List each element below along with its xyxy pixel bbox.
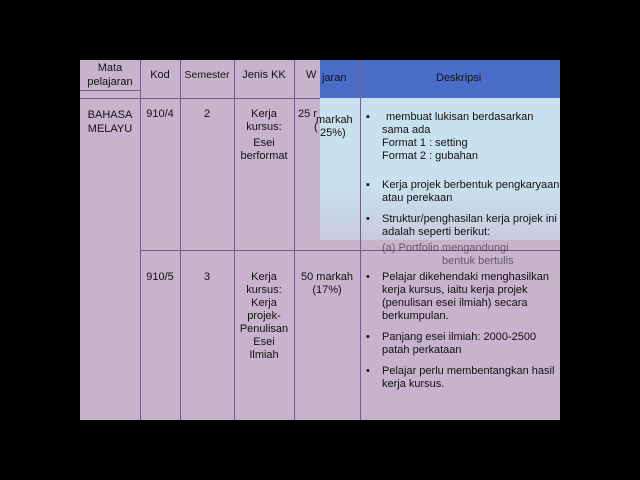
list-item: • Panjang esei ilmiah: 2000-2500 patah perkataan bbox=[366, 331, 537, 356]
wajaran-fragment-line: ( bbox=[314, 121, 318, 133]
header-mata-pelajaran: Mata pelajaran bbox=[87, 62, 133, 88]
wajaran-line: 50 markah bbox=[301, 271, 353, 283]
wajaran-value bbox=[294, 271, 360, 297]
jenis-kk-line: Kerja projek-Penulisan Esei Ilmiah bbox=[239, 297, 289, 361]
deskripsi-list-row1 bbox=[364, 111, 560, 268]
list-item: • Pelajar perlu membentangkan hasil kerja kursus. bbox=[366, 365, 555, 390]
jenis-kk-line: Kerja kursus: bbox=[246, 271, 282, 296]
jenis-kk-line: Esei berformat bbox=[240, 137, 288, 162]
jenis-kk-value bbox=[234, 108, 294, 163]
deskripsi-list-row2 bbox=[364, 271, 560, 399]
header-kod: Kod bbox=[150, 69, 170, 81]
header-deskripsi: Deskripsi bbox=[436, 72, 482, 84]
list-item: ▪ membuat lukisan berdasarkan sama ada Format 1 : setting Format 2 : gubahan bbox=[366, 111, 534, 162]
semester-value: 2 bbox=[203, 108, 211, 120]
header-wajaran: jaran bbox=[322, 72, 347, 84]
list-item-faded: (a) Portfolio mengandungi bentuk bertulis bbox=[382, 242, 514, 267]
semester-value: 3 bbox=[203, 271, 211, 283]
list-item: • Struktur/penghasilan kerja projek ini adalah seperti berikut: bbox=[366, 213, 557, 238]
wajaran-line: 25%) bbox=[320, 127, 346, 139]
header-wajaran-fragment: W bbox=[306, 69, 317, 81]
header-semester: Semester bbox=[184, 69, 230, 81]
wajaran-line: (17%) bbox=[312, 284, 342, 296]
subject-name: BAHASA MELAYU bbox=[87, 109, 133, 135]
wajaran-line: markah bbox=[316, 114, 353, 126]
grid-line bbox=[294, 60, 295, 420]
list-item: ▪ Kerja projek berbentuk pengkaryaan atau perekaan bbox=[366, 179, 560, 204]
slide bbox=[80, 60, 560, 420]
jenis-kk-line: Kerja kursus: bbox=[246, 108, 282, 133]
header-jenis-kk: Jenis KK bbox=[242, 69, 286, 81]
kod-value: 910/4 bbox=[146, 108, 174, 120]
jenis-kk-value bbox=[234, 271, 294, 362]
grid-line bbox=[360, 60, 361, 250]
kod-value: 910/5 bbox=[146, 271, 174, 283]
wajaran-value bbox=[316, 114, 360, 140]
grid-line bbox=[80, 90, 140, 91]
list-item: • Pelajar dikehendaki menghasilkan kerja kursus, iaitu kerja projek (penulisan esei ilmiah) secara berkumpulan. bbox=[366, 271, 549, 322]
wajaran-fragment-line: 25 r bbox=[298, 108, 317, 120]
